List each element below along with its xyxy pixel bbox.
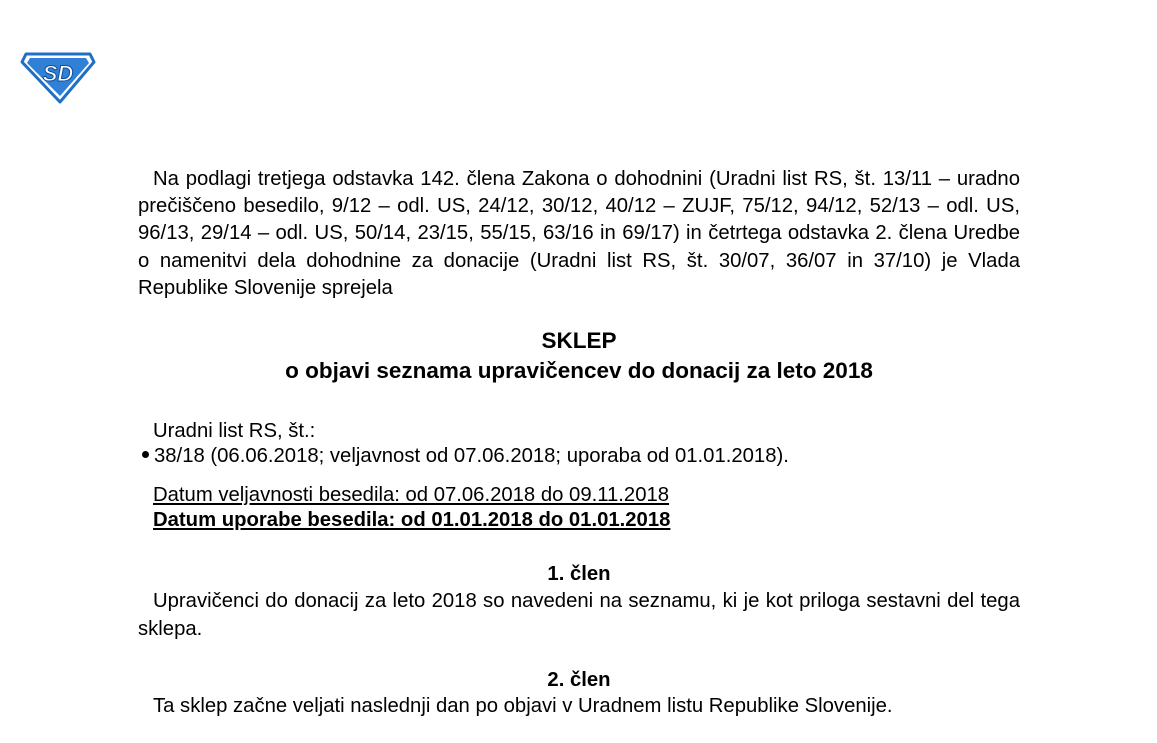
document-title: [138, 326, 1020, 386]
bullet-icon: [142, 451, 149, 458]
article-2-text: Ta sklep začne veljati naslednji dan po objavi v Uradnem listu Republike Slovenije.: [153, 695, 893, 717]
intro-paragraph: Na podlagi tretjega odstavka 142. člena Zakona o dohodnini (Uradni list RS, št. 13/11 – uradno prečiščeno besedilo, 9/12 – odl. US, 24/12, 30/12, 40/12 – ZUJF, 75/12, 94/12, 52/13 – odl. US, 96/13, 29/14 – odl. US, 50/14, 23/15, 55/15, 63/16 in 69/17) in četrtega odstavka 2. člena Uredbe o namenitvi dela dohodnine za donacije (Uradni list RS, št. 30/07, 36/07 in 37/10) je Vlada Republike Slovenije sprejela: [138, 168, 1020, 299]
title-line-sklep: SKLEP: [541, 328, 617, 353]
text-dates: [153, 483, 1035, 533]
gazette-item-text: 38/18 (06.06.2018; veljavnost od 07.06.2018; uporaba od 01.01.2018).: [154, 445, 789, 467]
logo-text: SD: [42, 61, 74, 86]
gazette-label: Uradni list RS, št.:: [153, 420, 316, 442]
usage-date: Datum uporabe besedila: od 01.01.2018 do 01.01.2018: [153, 509, 671, 531]
title-line-subject: o objavi seznama upravičencev do donacij za leto 2018: [285, 358, 873, 383]
sd-shield-logo-icon: [20, 48, 96, 104]
gazette-item: [142, 443, 1024, 470]
article-1-text: Upravičenci do donacij za leto 2018 so navedeni na seznamu, ki je kot priloga sestavni del tega sklepa.: [138, 590, 1020, 640]
validity-date: Datum veljavnosti besedila: od 07.06.2018 do 09.11.2018: [153, 484, 670, 506]
article-2-heading: 2. člen: [547, 669, 611, 691]
article-1-heading: 1. člen: [547, 563, 611, 585]
